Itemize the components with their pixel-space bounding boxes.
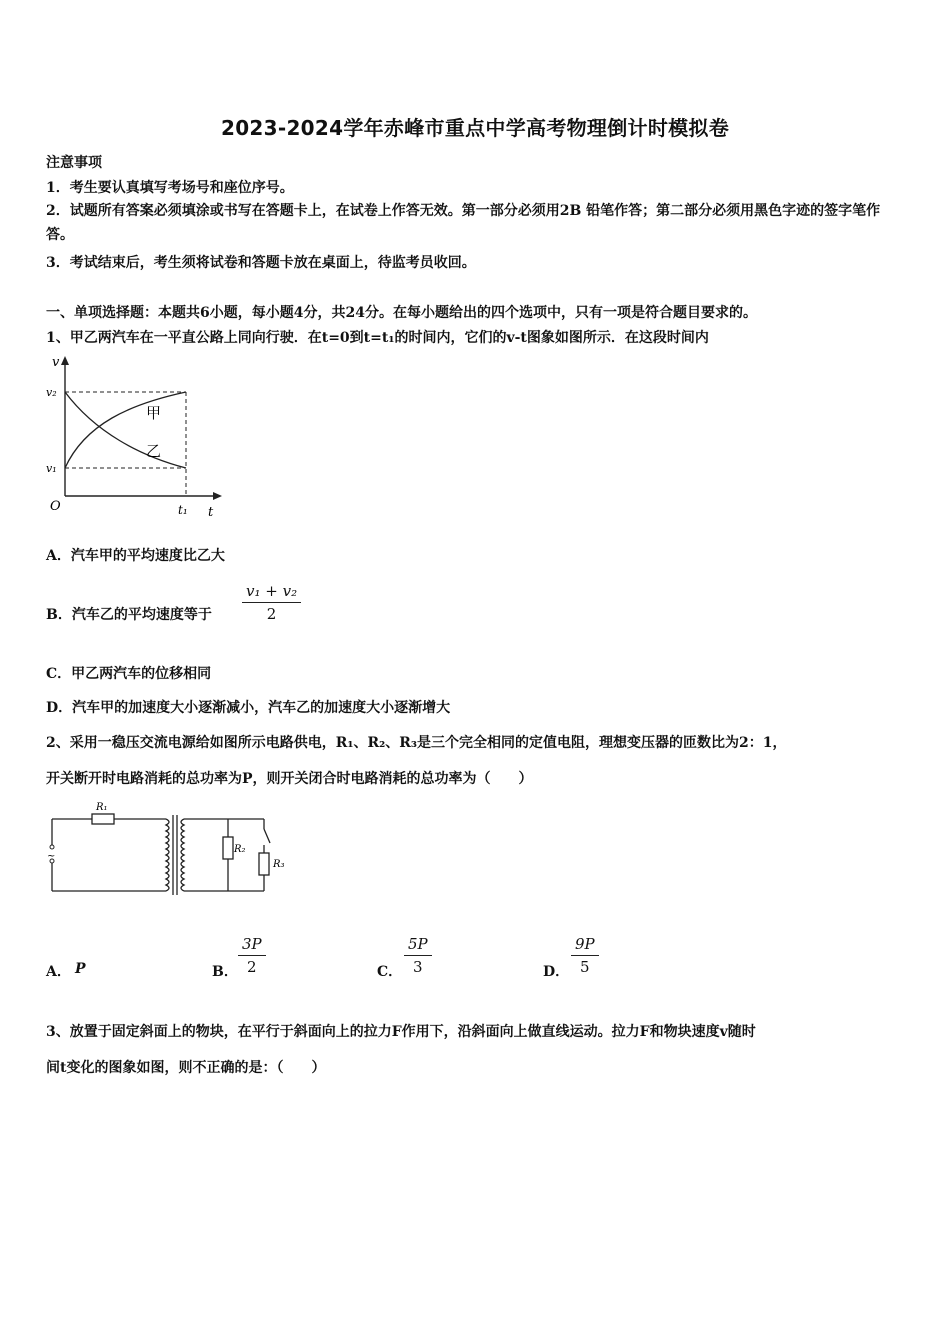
switch (264, 829, 270, 843)
q2-d-numerator: 9P (575, 935, 595, 953)
resistor-r1 (92, 814, 114, 824)
q2-stem-line2: 开关断开时电路消耗的总功率为P，则开关闭合时电路消耗的总功率为（ ） (46, 771, 533, 787)
q1-b-numerator: v₁ + v₂ (246, 582, 298, 600)
curve-yi (65, 392, 186, 468)
q2-c-denominator: 3 (413, 958, 423, 976)
curve-yi-label: 乙 (146, 442, 162, 460)
v-axis-arrow-icon (61, 356, 69, 365)
q2-option-c-label: C． (377, 964, 403, 980)
v2-label: v₂ (46, 386, 57, 399)
t1-label: t₁ (178, 503, 188, 517)
notice-heading: 注意事项 (46, 155, 102, 171)
t-axis-arrow-icon (213, 492, 222, 500)
notice-item-2: 2．试题所有答案必须填涂或书写在答题卡上，在试卷上作答无效。第一部分必须用2B 铅笔作答；第二部分必须用黑色字迹的签字笔作答。 (46, 203, 881, 243)
q2-stem-line1: 2、采用一稳压交流电源给如图所示电路供电，R₁、R₂、R₃是三个完全相同的定值电阻，理想变压器的匝数比为2：1， (46, 735, 787, 751)
q1-option-d: D．汽车甲的加速度大小逐渐减小，汽车乙的加速度大小逐渐增大 (46, 700, 451, 716)
q2-b-numerator: 3P (242, 935, 262, 953)
q1-stem: 1、甲乙两汽车在一平直公路上同向行驶．在t=0到t=t₁的时间内，它们的v-t图象如图所示．在这段时间内 (46, 330, 709, 346)
notice-item-3: 3．考试结束后，考生须将试卷和答题卡放在桌面上，待监考员收回。 (46, 255, 476, 271)
resistor-r3 (259, 853, 269, 875)
q2-circuit-diagram (44, 797, 294, 902)
page-title: 2023-2024学年赤峰市重点中学高考物理倒计时模拟卷 (220, 116, 730, 140)
q2-option-b-fraction (238, 935, 266, 976)
source-terminal-top (50, 845, 54, 849)
primary-coil (166, 819, 169, 891)
r1-label: R₁ (96, 802, 108, 813)
q1-option-c: C．甲乙两汽车的位移相同 (46, 666, 212, 682)
q3-stem-line2: 间t变化的图象如图，则不正确的是：（ ） (46, 1060, 326, 1076)
notice-item-1: 1．考生要认真填写考场号和座位序号。 (46, 180, 294, 196)
q2-b-denominator: 2 (247, 958, 257, 976)
q2-option-d-label: D． (543, 964, 570, 980)
ac-source-symbol: ~ (47, 851, 56, 862)
v1-label: v₁ (46, 462, 57, 475)
secondary-coil (181, 819, 184, 891)
resistor-r2 (223, 837, 233, 859)
q1-b-denominator: 2 (266, 605, 277, 623)
r2-label: R₂ (234, 844, 246, 855)
q2-d-denominator: 5 (580, 958, 590, 976)
section-heading: 一、单项选择题：本题共6小题，每小题4分，共24分。在每小题给出的四个选项中，只有一项是符合题目要求的。 (46, 305, 757, 321)
q2-option-c-fraction (404, 935, 432, 976)
q1-option-b: B．汽车乙的平均速度等于 (46, 607, 212, 623)
t-axis-label: t (208, 505, 214, 520)
v-axis-label: v (52, 355, 60, 370)
q1-vt-graph (40, 352, 240, 522)
r3-label: R₃ (273, 859, 285, 870)
curve-jia (65, 392, 186, 468)
q2-option-b-label: B． (212, 964, 238, 980)
q2-option-a-label: A． (46, 964, 71, 980)
q1-option-b-fraction (242, 582, 301, 623)
q2-option-d-fraction (571, 935, 599, 976)
q2-option-a-value: P (75, 961, 86, 977)
q1-option-a: A．汽车甲的平均速度比乙大 (46, 548, 225, 564)
q3-stem-line1: 3、放置于固定斜面上的物块，在平行于斜面向上的拉力F作用下，沿斜面向上做直线运动。拉力F和物块速度v随时 (46, 1024, 756, 1040)
q2-c-numerator: 5P (408, 935, 428, 953)
origin-label: O (50, 499, 61, 514)
curve-jia-label: 甲 (146, 404, 162, 422)
